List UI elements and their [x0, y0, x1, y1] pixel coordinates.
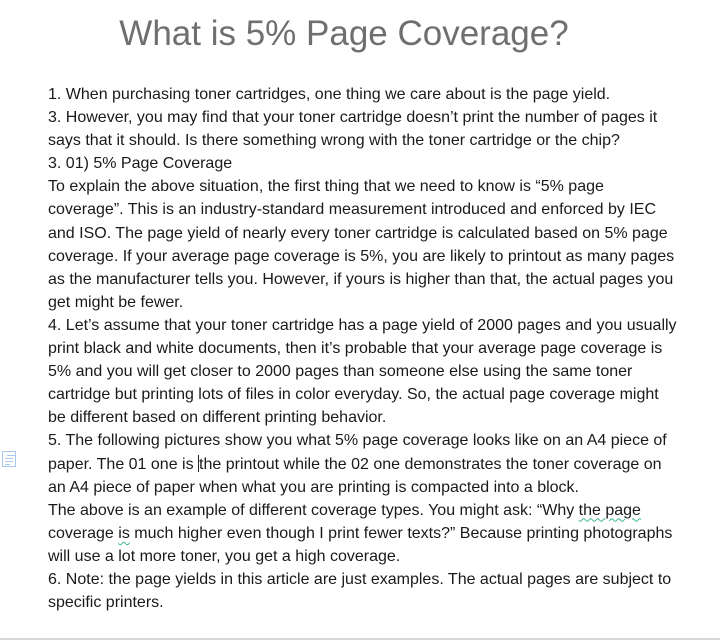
text-line: and ISO. The page yield of nearly every toner cartridge is calculated based on 5% page — [48, 224, 668, 242]
text-segment: paper. The 01 one is — [48, 455, 199, 473]
text-line: says that it should. Is there something wrong with the toner cartridge or the chip? — [48, 132, 620, 150]
text-line: print black and white documents, then it’s probable that your average page coverage is — [48, 340, 663, 358]
text-line: 4. Let’s assume that your toner cartridge has a page yield of 2000 pages and you usually — [48, 316, 677, 334]
text-line: 3. However, you may find that your toner cartridge doesn’t print the number of pages it — [48, 109, 658, 127]
text-segment: coverage — [48, 524, 119, 542]
text-line — [48, 499, 688, 522]
text-segment: the printout while the 02 one demonstrates the toner coverage on — [199, 455, 662, 473]
document-title: What is 5% Page Coverage? — [119, 14, 569, 53]
text-line: 5. The following pictures show you what 5% page coverage looks like on an A4 piece of — [48, 432, 667, 450]
text-line: coverage”. This is an industry-standard measurement introduced and enforced by IEC — [48, 201, 657, 219]
text-line: coverage. If your average page coverage is 5%, you are likely to printout as many pages — [48, 247, 675, 265]
text-line: 6. Note: the page yields in this article are just examples. The actual pages are subject to — [48, 570, 672, 588]
text-line: cartridge but printing lots of files in color everyday. So, the actual page coverage might — [48, 386, 659, 404]
text-segment: much higher even though I print fewer texts?” Because printing photographs — [129, 524, 673, 542]
spellcheck-flag[interactable]: the page — [578, 501, 641, 519]
text-line — [48, 522, 688, 545]
section-heading: 3. 01) 5% Page Coverage — [48, 155, 233, 173]
text-line: 1. When purchasing toner cartridges, one thing we care about is the page yield. — [48, 86, 611, 103]
text-line: To explain the above situation, the first thing that we need to know is “5% page — [48, 178, 604, 196]
text-line: an A4 piece of paper when what you are printing is compacted into a block. — [48, 478, 579, 496]
text-line-with-caret — [48, 453, 688, 476]
text-line: specific printers. — [48, 594, 164, 612]
spellcheck-flag[interactable]: is — [118, 524, 130, 542]
text-line: as the manufacturer tells you. However, if yours is higher than that, the actual pages you — [48, 270, 674, 288]
text-line: will use a lot more toner, you get a high coverage. — [48, 547, 401, 565]
text-segment: The above is an example of different coverage types. You might ask: “Why — [48, 501, 579, 519]
text-line: get might be fewer. — [48, 293, 184, 311]
text-line: 5% and you will get closer to 2000 pages than someone else using the same toner — [48, 363, 633, 381]
comment-icon[interactable] — [2, 451, 16, 467]
text-line: be different based on different printing behavior. — [48, 409, 387, 427]
document-body[interactable] — [48, 83, 688, 614]
